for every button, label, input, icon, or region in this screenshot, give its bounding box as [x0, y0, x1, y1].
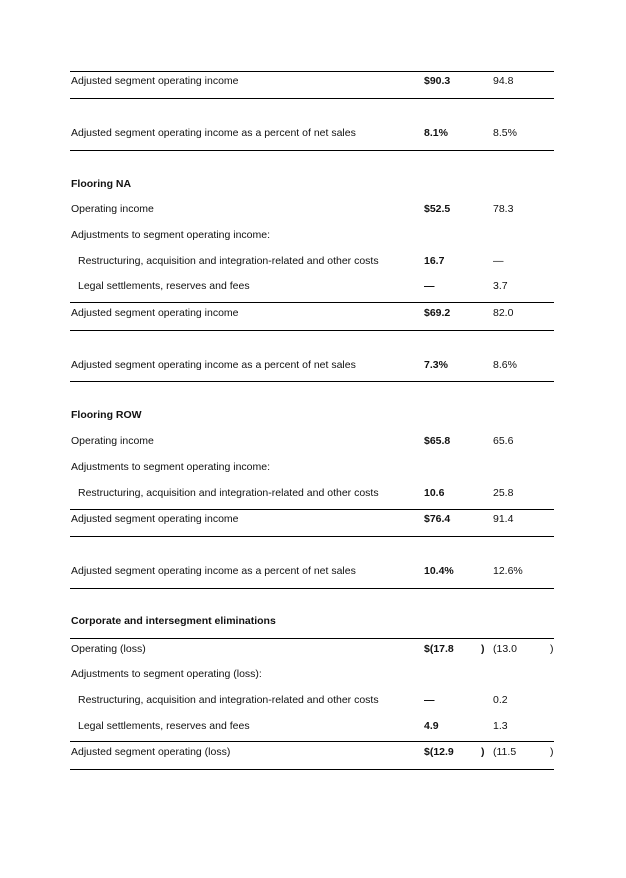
prior-year-value: 12.6%	[493, 565, 523, 577]
row-label: Restructuring, acquisition and integration-related and other costs	[78, 487, 379, 499]
table-row	[70, 482, 554, 504]
table-row	[70, 741, 554, 763]
current-year-value: 10.6	[424, 487, 445, 499]
current-year-value: $65.8	[424, 435, 451, 447]
section-heading: Flooring NA	[71, 178, 132, 190]
current-year-closing-paren: )	[481, 643, 485, 655]
prior-year-value: 0.2	[493, 694, 508, 706]
prior-year-value: 3.7	[493, 280, 508, 292]
prior-year-value: 65.6	[493, 435, 514, 447]
table-row	[70, 715, 554, 737]
table-rule	[70, 588, 554, 589]
prior-year-value: (13.0	[493, 643, 517, 655]
prior-year-value: 25.8	[493, 487, 514, 499]
current-year-value: $52.5	[424, 203, 451, 215]
prior-year-value: 94.8	[493, 75, 514, 87]
table-row	[70, 198, 554, 220]
table-row	[70, 122, 554, 144]
prior-year-closing-paren: )	[550, 746, 554, 758]
current-year-value: 16.7	[424, 255, 445, 267]
current-year-value: $(12.9	[424, 746, 454, 758]
table-row	[70, 275, 554, 297]
current-year-value: $76.4	[424, 513, 451, 525]
table-rule	[70, 381, 554, 382]
row-label: Legal settlements, reserves and fees	[78, 720, 250, 732]
current-year-value: $(17.8	[424, 643, 454, 655]
row-label: Adjusted segment operating income as a percent of net sales	[71, 359, 356, 371]
table-rule	[70, 769, 554, 770]
table-rule	[70, 330, 554, 331]
row-label: Restructuring, acquisition and integration-related and other costs	[78, 694, 379, 706]
current-year-value: —	[424, 280, 435, 292]
current-year-value: —	[424, 694, 435, 706]
prior-year-value: 1.3	[493, 720, 508, 732]
current-year-value: 8.1%	[424, 127, 448, 139]
prior-year-value: 8.6%	[493, 359, 517, 371]
row-label: Operating income	[71, 435, 154, 447]
prior-year-value: 82.0	[493, 307, 514, 319]
section-heading-row	[70, 610, 554, 632]
row-label: Operating income	[71, 203, 154, 215]
prior-year-value: 78.3	[493, 203, 514, 215]
prior-year-closing-paren: )	[550, 643, 554, 655]
current-year-value: 7.3%	[424, 359, 448, 371]
prior-year-value: —	[493, 255, 504, 267]
table-row	[70, 430, 554, 452]
section-heading: Corporate and intersegment eliminations	[71, 615, 276, 627]
row-label: Operating (loss)	[71, 643, 146, 655]
table-rule	[70, 98, 554, 99]
row-label: Adjusted segment operating income as a percent of net sales	[71, 565, 356, 577]
table-row	[70, 354, 554, 376]
row-label: Adjustments to segment operating income:	[71, 461, 271, 473]
current-year-value: 10.4%	[424, 565, 454, 577]
section-heading: Flooring ROW	[71, 409, 142, 421]
table-row	[70, 508, 554, 530]
table-row	[70, 456, 554, 478]
table-row	[70, 250, 554, 272]
row-label: Adjustments to segment operating (loss):	[71, 668, 262, 680]
table-rule	[70, 536, 554, 537]
table-row	[70, 638, 554, 660]
prior-year-value: 8.5%	[493, 127, 517, 139]
current-year-value: 4.9	[424, 720, 439, 732]
table-row	[70, 663, 554, 685]
section-heading-row	[70, 404, 554, 426]
table-rule	[70, 150, 554, 151]
prior-year-value: 91.4	[493, 513, 514, 525]
table-row	[70, 224, 554, 246]
row-label: Adjusted segment operating income	[71, 307, 239, 319]
current-year-closing-paren: )	[481, 746, 485, 758]
table-row	[70, 302, 554, 324]
row-label: Restructuring, acquisition and integration-related and other costs	[78, 255, 379, 267]
row-label: Adjusted segment operating income as a percent of net sales	[71, 127, 356, 139]
table-row	[70, 70, 554, 92]
row-label: Adjusted segment operating (loss)	[71, 746, 231, 758]
row-label: Adjustments to segment operating income:	[71, 229, 271, 241]
section-heading-row	[70, 173, 554, 195]
current-year-value: $90.3	[424, 75, 451, 87]
current-year-value: $69.2	[424, 307, 451, 319]
row-label: Legal settlements, reserves and fees	[78, 280, 250, 292]
prior-year-value: (11.5	[493, 746, 517, 758]
table-row	[70, 560, 554, 582]
row-label: Adjusted segment operating income	[71, 513, 239, 525]
row-label: Adjusted segment operating income	[71, 75, 239, 87]
table-row	[70, 689, 554, 711]
